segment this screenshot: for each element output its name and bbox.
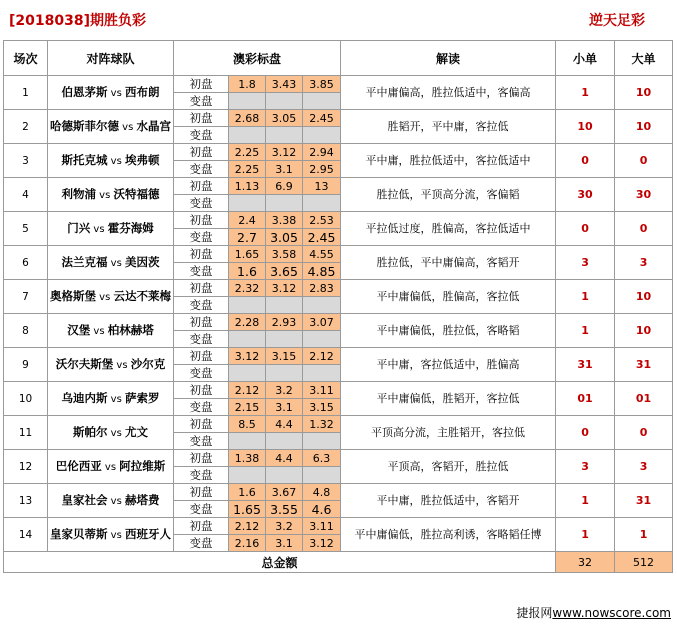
match-teams — [48, 348, 174, 382]
header-interpretation: 解读 — [341, 41, 556, 76]
away-team: 柏林赫塔 — [107, 322, 154, 337]
match-number: 1 — [4, 76, 48, 110]
large-bet: 10 — [615, 314, 673, 348]
initial-odds-win: 2.68 — [229, 110, 266, 127]
vs-separator: vs — [107, 529, 125, 541]
match-row — [4, 484, 673, 501]
change-odds-loss: 3.12 — [303, 535, 341, 552]
initial-odds-win: 2.28 — [229, 314, 266, 331]
change-label: 变盘 — [174, 127, 229, 144]
vs-separator: vs — [113, 359, 131, 371]
initial-label: 初盘 — [174, 382, 229, 399]
small-bet: 10 — [556, 110, 615, 144]
initial-odds-win: 2.25 — [229, 144, 266, 161]
match-row — [4, 348, 673, 365]
change-odds-win — [229, 127, 266, 144]
initial-odds-loss: 13 — [303, 178, 341, 195]
match-number: 11 — [4, 416, 48, 450]
away-team: 阿拉维斯 — [119, 458, 166, 473]
match-row — [4, 144, 673, 161]
initial-odds-draw: 3.12 — [266, 144, 303, 161]
initial-odds-win: 1.65 — [229, 246, 266, 263]
initial-odds-win: 1.6 — [229, 484, 266, 501]
initial-label: 初盘 — [174, 416, 229, 433]
match-number: 10 — [4, 382, 48, 416]
initial-odds-loss: 4.8 — [303, 484, 341, 501]
interpretation: 平中庸偏高，胜拉低适中，客偏高 — [341, 76, 556, 110]
interpretation: 胜韬开，平中庸，客拉低 — [341, 110, 556, 144]
change-label: 变盘 — [174, 365, 229, 382]
change-odds-draw — [266, 127, 303, 144]
home-team: 伯恩茅斯 — [61, 84, 108, 99]
initial-odds-loss: 2.45 — [303, 110, 341, 127]
change-odds-win — [229, 433, 266, 450]
title-bar — [0, 0, 677, 40]
change-odds-loss — [303, 297, 341, 314]
away-team: 赫塔费 — [125, 492, 160, 507]
away-team: 美因茨 — [125, 254, 160, 269]
large-bet: 10 — [615, 280, 673, 314]
initial-odds-loss: 2.83 — [303, 280, 341, 297]
change-odds-win — [229, 365, 266, 382]
initial-odds-win: 2.4 — [229, 212, 266, 229]
match-teams — [48, 518, 174, 552]
home-team: 斯托克城 — [61, 152, 108, 167]
change-odds-win: 2.7 — [229, 229, 266, 246]
change-label: 变盘 — [174, 535, 229, 552]
small-bet: 3 — [556, 246, 615, 280]
match-row — [4, 518, 673, 535]
large-bet: 10 — [615, 76, 673, 110]
away-team: 沙尔克 — [130, 356, 166, 371]
match-teams — [48, 110, 174, 144]
match-teams — [48, 450, 174, 484]
initial-label: 初盘 — [174, 314, 229, 331]
total-label: 总金额 — [4, 552, 556, 573]
small-bet: 1 — [556, 314, 615, 348]
match-number: 2 — [4, 110, 48, 144]
change-odds-loss — [303, 93, 341, 110]
initial-odds-loss: 3.11 — [303, 518, 341, 535]
away-team: 西班牙人 — [125, 526, 171, 541]
change-odds-win: 2.15 — [229, 399, 266, 416]
initial-label: 初盘 — [174, 518, 229, 535]
initial-odds-draw: 3.12 — [266, 280, 303, 297]
interpretation: 平中庸偏低，胜拉高利诱，客略韬任博 — [341, 518, 556, 552]
match-number: 6 — [4, 246, 48, 280]
initial-label: 初盘 — [174, 484, 229, 501]
change-odds-draw: 3.1 — [266, 399, 303, 416]
initial-odds-win: 1.38 — [229, 450, 266, 467]
home-team: 皇家贝蒂斯 — [50, 526, 108, 541]
match-teams — [48, 416, 174, 450]
initial-label: 初盘 — [174, 450, 229, 467]
match-number: 3 — [4, 144, 48, 178]
match-body — [4, 76, 673, 552]
change-odds-loss — [303, 331, 341, 348]
change-odds-win: 1.6 — [229, 263, 266, 280]
initial-odds-win: 2.32 — [229, 280, 266, 297]
issue-title: [2018038]期胜负彩 — [9, 13, 146, 29]
initial-label: 初盘 — [174, 280, 229, 297]
large-bet: 31 — [615, 348, 673, 382]
header-row — [4, 41, 673, 76]
change-odds-draw — [266, 331, 303, 348]
change-label: 变盘 — [174, 195, 229, 212]
initial-odds-loss: 3.07 — [303, 314, 341, 331]
vs-separator: vs — [107, 87, 125, 99]
change-label: 变盘 — [174, 501, 229, 518]
large-bet: 0 — [615, 144, 673, 178]
change-odds-draw — [266, 93, 303, 110]
vs-separator: vs — [90, 325, 108, 337]
change-odds-win — [229, 297, 266, 314]
initial-odds-draw: 3.43 — [266, 76, 303, 93]
match-row — [4, 212, 673, 229]
change-label: 变盘 — [174, 161, 229, 178]
small-bet: 0 — [556, 144, 615, 178]
large-bet: 3 — [615, 450, 673, 484]
match-teams — [48, 212, 174, 246]
away-team: 沃特福德 — [113, 186, 160, 201]
initial-odds-loss: 2.94 — [303, 144, 341, 161]
change-odds-loss: 2.95 — [303, 161, 341, 178]
interpretation: 平拉低过度，胜偏高，客拉低适中 — [341, 212, 556, 246]
large-bet: 31 — [615, 484, 673, 518]
change-odds-loss — [303, 195, 341, 212]
small-bet: 30 — [556, 178, 615, 212]
change-odds-loss — [303, 433, 341, 450]
home-team: 门兴 — [67, 220, 91, 235]
small-bet: 01 — [556, 382, 615, 416]
change-label: 变盘 — [174, 297, 229, 314]
vs-separator: vs — [96, 189, 114, 201]
initial-label: 初盘 — [174, 348, 229, 365]
match-row — [4, 280, 673, 297]
match-row — [4, 110, 673, 127]
initial-odds-win: 8.5 — [229, 416, 266, 433]
initial-odds-loss: 2.12 — [303, 348, 341, 365]
home-team: 斯帕尔 — [73, 424, 108, 439]
change-odds-loss: 3.15 — [303, 399, 341, 416]
match-row — [4, 314, 673, 331]
match-number: 9 — [4, 348, 48, 382]
footer-prefix: 捷报网 — [516, 606, 553, 620]
match-teams — [48, 314, 174, 348]
match-table — [3, 40, 673, 573]
interpretation: 平中庸，胜拉低适中，客拉低适中 — [341, 144, 556, 178]
match-teams — [48, 178, 174, 212]
large-bet: 3 — [615, 246, 673, 280]
initial-label: 初盘 — [174, 76, 229, 93]
match-number: 4 — [4, 178, 48, 212]
initial-odds-draw: 3.2 — [266, 382, 303, 399]
change-odds-win — [229, 195, 266, 212]
footer — [516, 604, 671, 621]
match-row — [4, 246, 673, 263]
vs-separator: vs — [96, 291, 114, 303]
small-bet: 1 — [556, 76, 615, 110]
home-team: 法兰克福 — [61, 254, 108, 269]
footer-site-link[interactable]: www.nowscore.com — [552, 606, 671, 620]
large-bet: 30 — [615, 178, 673, 212]
interpretation: 平中庸，胜拉低适中，客韬开 — [341, 484, 556, 518]
initial-odds-win: 1.8 — [229, 76, 266, 93]
header-small: 小单 — [556, 41, 615, 76]
large-bet: 01 — [615, 382, 673, 416]
change-odds-draw: 3.55 — [266, 501, 303, 518]
initial-odds-draw: 4.4 — [266, 450, 303, 467]
change-odds-win — [229, 331, 266, 348]
match-teams — [48, 144, 174, 178]
initial-odds-win: 1.13 — [229, 178, 266, 195]
match-teams — [48, 76, 174, 110]
away-team: 云达不莱梅 — [113, 288, 171, 303]
small-bet: 1 — [556, 280, 615, 314]
initial-odds-draw: 3.15 — [266, 348, 303, 365]
vs-separator: vs — [101, 461, 120, 473]
change-odds-loss — [303, 467, 341, 484]
home-team: 巴伦西亚 — [55, 458, 102, 473]
away-team: 西布朗 — [125, 84, 160, 99]
initial-odds-draw: 3.58 — [266, 246, 303, 263]
vs-separator: vs — [119, 121, 137, 133]
interpretation: 胜拉低，平顶高分流，客偏韬 — [341, 178, 556, 212]
change-odds-loss: 2.45 — [303, 229, 341, 246]
large-bet: 0 — [615, 212, 673, 246]
interpretation: 平中庸偏低，胜韬开，客拉低 — [341, 382, 556, 416]
small-bet: 1 — [556, 518, 615, 552]
initial-label: 初盘 — [174, 144, 229, 161]
home-team: 汉堡 — [67, 322, 91, 337]
home-team: 乌迪内斯 — [61, 390, 108, 405]
header-match-no: 场次 — [4, 41, 48, 76]
away-team: 萨索罗 — [125, 390, 160, 405]
interpretation: 平顶高分流，主胜韬开，客拉低 — [341, 416, 556, 450]
match-teams — [48, 280, 174, 314]
initial-odds-draw: 3.67 — [266, 484, 303, 501]
initial-odds-draw: 2.93 — [266, 314, 303, 331]
match-number: 14 — [4, 518, 48, 552]
small-bet: 31 — [556, 348, 615, 382]
initial-odds-loss: 1.32 — [303, 416, 341, 433]
match-number: 13 — [4, 484, 48, 518]
initial-odds-win: 2.12 — [229, 518, 266, 535]
large-bet: 0 — [615, 416, 673, 450]
interpretation: 胜拉低，平中庸偏高，客韬开 — [341, 246, 556, 280]
interpretation: 平顶高，客韬开，胜拉低 — [341, 450, 556, 484]
initial-odds-draw: 4.4 — [266, 416, 303, 433]
initial-label: 初盘 — [174, 110, 229, 127]
large-bet: 10 — [615, 110, 673, 144]
initial-odds-draw: 3.2 — [266, 518, 303, 535]
initial-odds-win: 2.12 — [229, 382, 266, 399]
match-row — [4, 382, 673, 399]
initial-label: 初盘 — [174, 246, 229, 263]
total-row — [4, 552, 673, 573]
total-small: 32 — [556, 552, 615, 573]
initial-odds-win: 3.12 — [229, 348, 266, 365]
interpretation: 平中庸偏低，胜拉低，客略韬 — [341, 314, 556, 348]
match-number: 5 — [4, 212, 48, 246]
change-odds-win — [229, 93, 266, 110]
header-teams: 对阵球队 — [48, 41, 174, 76]
match-teams — [48, 382, 174, 416]
initial-odds-draw: 3.38 — [266, 212, 303, 229]
match-number: 8 — [4, 314, 48, 348]
match-row — [4, 416, 673, 433]
home-team: 利物浦 — [61, 186, 96, 201]
vs-separator: vs — [107, 427, 125, 439]
change-odds-draw: 3.1 — [266, 535, 303, 552]
change-odds-loss: 4.85 — [303, 263, 341, 280]
initial-odds-draw: 6.9 — [266, 178, 303, 195]
change-odds-draw — [266, 365, 303, 382]
vs-separator: vs — [107, 155, 125, 167]
match-teams — [48, 246, 174, 280]
match-row — [4, 450, 673, 467]
initial-odds-loss: 4.55 — [303, 246, 341, 263]
header-large: 大单 — [615, 41, 673, 76]
match-row — [4, 178, 673, 195]
initial-label: 初盘 — [174, 178, 229, 195]
change-odds-draw — [266, 297, 303, 314]
away-team: 尤文 — [125, 424, 148, 439]
small-bet: 3 — [556, 450, 615, 484]
initial-odds-draw: 3.05 — [266, 110, 303, 127]
interpretation: 平中庸偏低，胜偏高，客拉低 — [341, 280, 556, 314]
vs-separator: vs — [90, 223, 108, 235]
initial-odds-loss: 3.85 — [303, 76, 341, 93]
vs-separator: vs — [107, 393, 125, 405]
large-bet: 1 — [615, 518, 673, 552]
change-odds-draw — [266, 467, 303, 484]
initial-odds-loss: 3.11 — [303, 382, 341, 399]
match-number: 12 — [4, 450, 48, 484]
home-team: 沃尔夫斯堡 — [55, 356, 114, 371]
change-label: 变盘 — [174, 263, 229, 280]
header-odds: 澳彩标盘 — [174, 41, 341, 76]
brand-name: 逆天足彩 — [589, 13, 645, 29]
small-bet: 1 — [556, 484, 615, 518]
change-odds-loss: 4.6 — [303, 501, 341, 518]
initial-odds-loss: 6.3 — [303, 450, 341, 467]
change-label: 变盘 — [174, 399, 229, 416]
change-odds-loss — [303, 127, 341, 144]
change-odds-draw — [266, 195, 303, 212]
match-row — [4, 76, 673, 93]
away-team: 水晶宫 — [136, 118, 171, 133]
change-label: 变盘 — [174, 93, 229, 110]
change-odds-draw: 3.65 — [266, 263, 303, 280]
home-team: 皇家社会 — [61, 492, 108, 507]
total-large: 512 — [615, 552, 673, 573]
vs-separator: vs — [107, 257, 125, 269]
change-label: 变盘 — [174, 331, 229, 348]
change-odds-draw — [266, 433, 303, 450]
match-teams — [48, 484, 174, 518]
away-team: 霍芬海姆 — [107, 220, 154, 235]
change-odds-loss — [303, 365, 341, 382]
change-odds-win: 1.65 — [229, 501, 266, 518]
vs-separator: vs — [107, 495, 125, 507]
change-odds-win — [229, 467, 266, 484]
change-odds-win: 2.25 — [229, 161, 266, 178]
change-odds-draw: 3.05 — [266, 229, 303, 246]
change-label: 变盘 — [174, 229, 229, 246]
home-team: 奥格斯堡 — [50, 288, 96, 303]
change-label: 变盘 — [174, 467, 229, 484]
interpretation: 平中庸，客拉低适中，胜偏高 — [341, 348, 556, 382]
change-odds-draw: 3.1 — [266, 161, 303, 178]
match-number: 7 — [4, 280, 48, 314]
change-label: 变盘 — [174, 433, 229, 450]
small-bet: 0 — [556, 416, 615, 450]
away-team: 埃弗顿 — [125, 152, 160, 167]
small-bet: 0 — [556, 212, 615, 246]
change-odds-win: 2.16 — [229, 535, 266, 552]
initial-odds-loss: 2.53 — [303, 212, 341, 229]
initial-label: 初盘 — [174, 212, 229, 229]
home-team: 哈德斯菲尔德 — [50, 118, 119, 133]
